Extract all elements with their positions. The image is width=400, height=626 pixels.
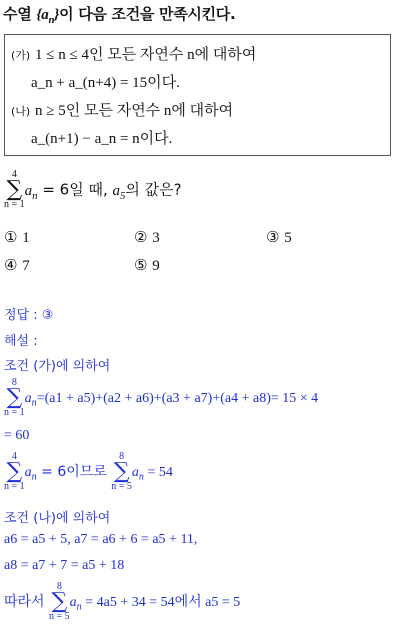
question: 4 ∑ n = 1 $a_n = 6$일 때, $a_5$의 값은?	[4, 169, 182, 210]
condition-ga-tag: (가)	[11, 49, 31, 62]
choice-5[interactable]: ⑤ 9	[134, 256, 160, 274]
solution-eq4: a8 = a7 + 7 = a5 + 18	[4, 558, 125, 573]
choice-4[interactable]: ④ 7	[4, 256, 30, 274]
choice-1[interactable]: ① 1	[4, 228, 30, 246]
solution-eq5: 따라서 8 ∑ n = 5 $a_n = 4a5 + 34 = 54$에서 a5 = 5	[4, 581, 241, 622]
condition-na-line1: (나) n ≥ 5인 모든 자연수 n에 대하여	[11, 103, 234, 119]
condition-na-tag: (나)	[11, 105, 31, 118]
condition-na-line2: a_(n+1) − a_n = n이다.	[31, 131, 173, 147]
sum-symbol: 8 ∑ n = 5	[111, 451, 132, 492]
sum-symbol: 8 ∑ n = 5	[49, 581, 70, 622]
answer-line: 정답 : ③	[4, 308, 54, 323]
choice-3[interactable]: ③ 5	[266, 228, 292, 246]
solution-eq3: a6 = a5 + 5, a7 = a6 + 6 = a5 + 11,	[4, 532, 198, 547]
problem-title: 수열 $\{a_n\}$이 다음 조건을 만족시킨다.	[3, 5, 236, 26]
sum-symbol: 4 ∑ n = 1	[4, 451, 25, 492]
condition-ga-line1: (가) 1 ≤ n ≤ 4인 모든 자연수 n에 대하여	[11, 47, 257, 63]
solution-label: 해설 :	[4, 334, 38, 349]
sum-symbol: 8 ∑ n = 1	[4, 377, 25, 418]
condition-ga-line2: a_n + a_(n+4) = 15이다.	[31, 75, 180, 91]
solution-cond-na: 조건 (나)에 의하여	[4, 511, 111, 526]
solution-eq1b: = 60	[4, 428, 30, 443]
solution-cond-ga: 조건 (가)에 의하여	[4, 359, 111, 374]
conditions-box	[4, 34, 391, 156]
solution-eq2: 4 ∑ n = 1 $a_n = 6$이므로 8 ∑ n = 5 $a_n = 54$	[4, 451, 173, 492]
solution-eq1: 8 ∑ n = 1 $a_n=(a1 + a5)+(a2 + a6)+(a3 + a7)+(a4 + a8)= 15 \times 4$	[4, 377, 319, 418]
choice-2[interactable]: ② 3	[134, 228, 160, 246]
sum-symbol: 4 ∑ n = 1	[4, 169, 25, 210]
